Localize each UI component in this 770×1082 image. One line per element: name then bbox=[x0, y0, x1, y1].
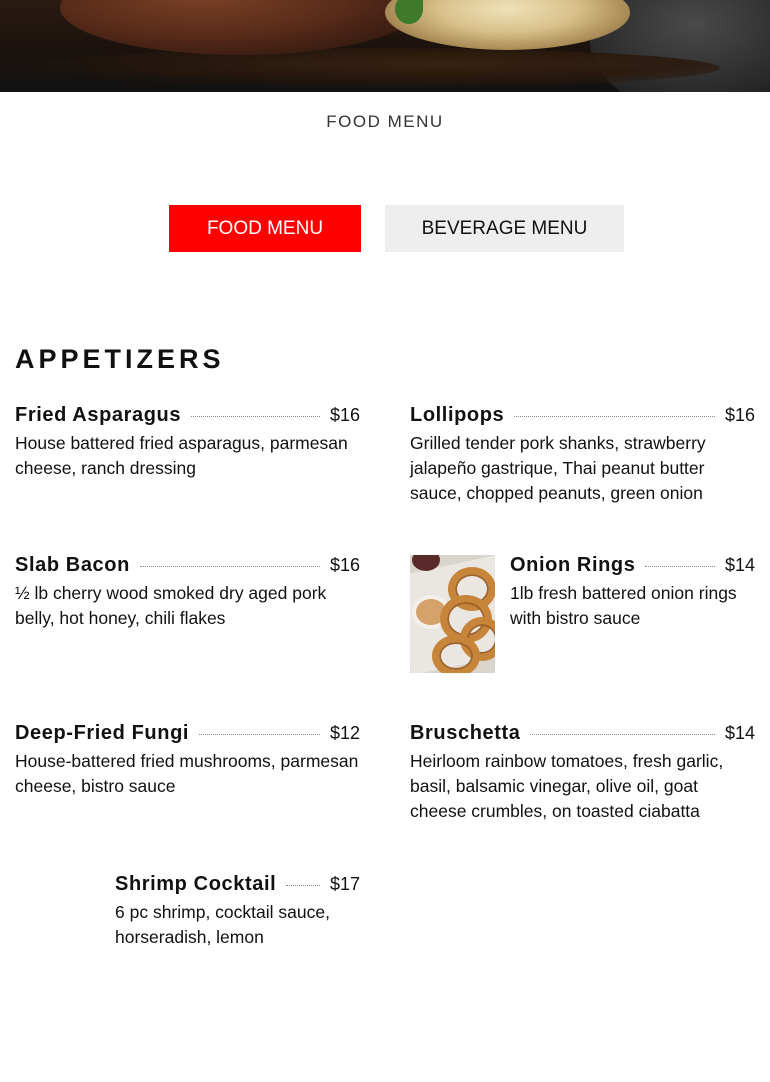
menu-item-description: 1lb fresh battered onion rings with bistro sauce bbox=[510, 583, 737, 628]
dotted-leader bbox=[191, 416, 320, 417]
menu-item bbox=[115, 871, 360, 950]
menu-item-name: Deep-Fried Fungi bbox=[15, 721, 190, 744]
menu-item-price: $16 bbox=[329, 404, 360, 425]
tab-food-menu[interactable]: FOOD MENU bbox=[169, 205, 361, 252]
onion-rings-photo bbox=[410, 555, 495, 673]
menu-item bbox=[15, 720, 360, 799]
hero-sauce bbox=[30, 48, 720, 88]
hero-steak bbox=[60, 0, 420, 55]
menu-item-description: House battered fried asparagus, parmesan cheese, ranch dressing bbox=[15, 433, 348, 478]
menu-item-price: $16 bbox=[724, 404, 755, 425]
dotted-leader bbox=[645, 566, 714, 567]
dotted-leader bbox=[514, 416, 715, 417]
menu-item-name: Bruschetta bbox=[410, 721, 521, 744]
menu-item bbox=[510, 552, 755, 631]
menu-item-price: $14 bbox=[724, 722, 755, 743]
menu-item-price: $17 bbox=[329, 873, 360, 894]
page-title: FOOD MENU bbox=[326, 112, 444, 131]
menu-item-name: Slab Bacon bbox=[15, 553, 130, 576]
dotted-leader bbox=[199, 734, 320, 735]
category-heading: APPETIZERS bbox=[15, 344, 225, 374]
menu-item-description: 6 pc shrimp, cocktail sauce, horseradish, lemon bbox=[115, 902, 330, 947]
tab-beverage-menu[interactable]: BEVERAGE MENU bbox=[385, 205, 624, 252]
dotted-leader bbox=[286, 885, 320, 886]
dotted-leader bbox=[530, 734, 714, 735]
menu-item-name: Onion Rings bbox=[510, 553, 636, 576]
menu-item bbox=[15, 552, 360, 631]
menu-item-name: Fried Asparagus bbox=[15, 403, 182, 426]
menu-item-price: $12 bbox=[329, 722, 360, 743]
menu-item bbox=[410, 402, 755, 506]
menu-item-name: Shrimp Cocktail bbox=[115, 872, 277, 895]
menu-item-name: Lollipops bbox=[410, 403, 505, 426]
menu-item-description: House-battered fried mushrooms, parmesan cheese, bistro sauce bbox=[15, 751, 359, 796]
menu-item-price: $14 bbox=[724, 554, 755, 575]
menu-item-description: ½ lb cherry wood smoked dry aged pork belly, hot honey, chili flakes bbox=[15, 583, 327, 628]
menu-item bbox=[410, 720, 755, 824]
menu-item-description: Grilled tender pork shanks, strawberry jalapeño gastrique, Thai peanut butter sauce, chopped peanuts, green onion bbox=[410, 433, 706, 503]
menu-item-description: Heirloom rainbow tomatoes, fresh garlic, basil, balsamic vinegar, olive oil, goat cheese crumbles, on toasted ciabatta bbox=[410, 751, 724, 821]
menu-item bbox=[15, 402, 360, 481]
dotted-leader bbox=[140, 566, 320, 567]
hero-image bbox=[0, 0, 770, 92]
menu-item-price: $16 bbox=[329, 554, 360, 575]
